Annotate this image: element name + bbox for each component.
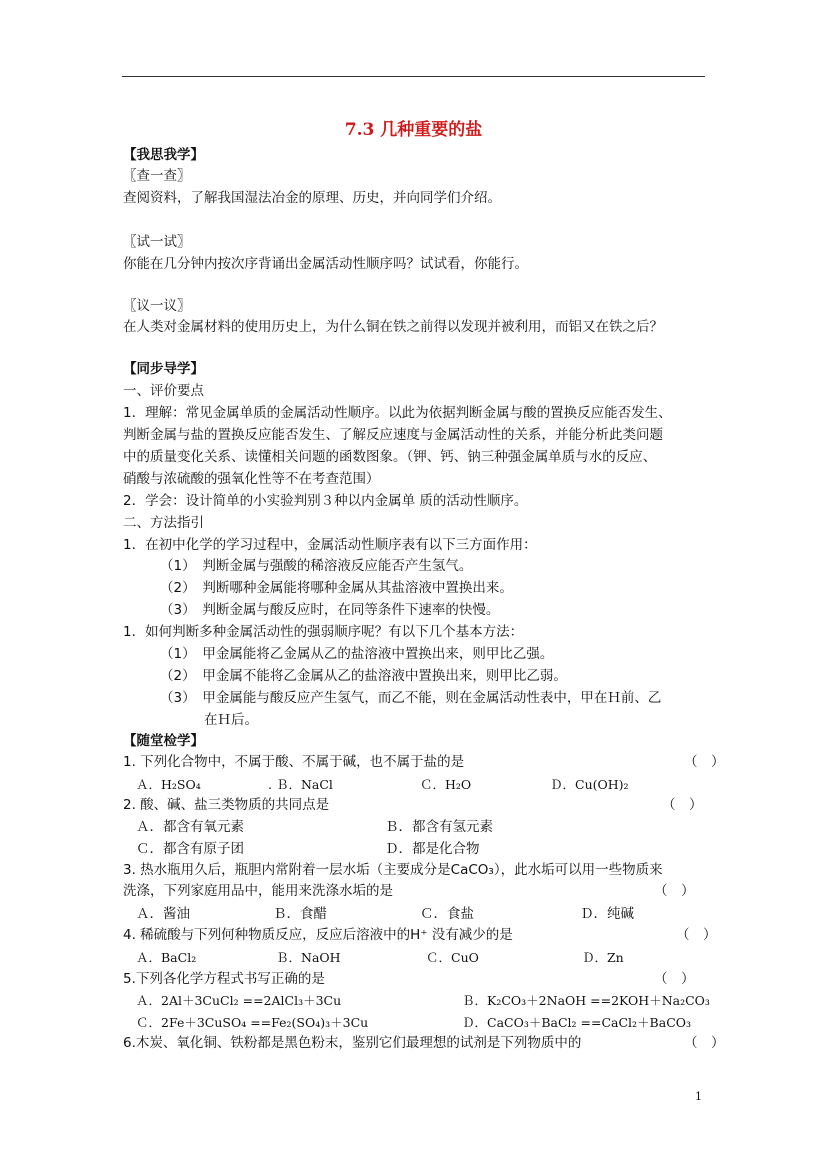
option: Ａ．2Al＋3CuCl₂ ==2AlCl₃＋3Cu: [136, 993, 342, 1008]
option: Ａ．都含有氧元素: [136, 819, 244, 835]
list-item: （3） 判断金属与酸反应时，在同等条件下速率的快慢。: [160, 602, 500, 618]
option: Ａ．BaCl₂: [136, 950, 197, 965]
subheading: 一、评价要点: [123, 383, 204, 399]
answer-blank: （ ）: [662, 797, 703, 813]
question: 5.下列各化学方程式书写正确的是: [123, 971, 325, 987]
header-rule: [122, 76, 705, 77]
answer-blank: （ ）: [684, 1035, 725, 1051]
paragraph: 1．理解：常见金属单质的金属活动性顺序。以此为依据判断金属与酸的置换反应能否发生、: [123, 405, 672, 421]
section-heading: 【随堂检学】: [123, 733, 204, 749]
option: Ｃ．食盐: [420, 906, 474, 922]
option: Ｃ．CuO: [426, 950, 479, 965]
option: Ｄ．都是化合物: [385, 841, 480, 857]
list-item: （1） 甲金属能将乙金属从乙的盐溶液中置换出来，则甲比乙强。: [160, 646, 554, 662]
paragraph: 1．如何判断多种金属活动性的强弱顺序呢？有以下几个基本方法：: [123, 624, 524, 640]
list-item: （2） 甲金属不能将乙金属从乙的盐溶液中置换出来，则甲比乙弱。: [160, 668, 567, 684]
question: 洗涤，下列家庭用品中，能用来洗涤水垢的是: [123, 883, 393, 899]
option: Ｄ．Zn: [582, 950, 624, 965]
section-heading: 【同步导学】: [123, 361, 204, 377]
answer-blank: （ ）: [654, 971, 695, 987]
paragraph: 1．在初中化学的学习过程中，金属活动性顺序表有以下三方面作用：: [123, 537, 537, 553]
subheading: 〖议一议〗: [123, 298, 191, 314]
paragraph: 中的质量变化关系、读懂相关问题的函数图象。（钾、钙、钠三种强金属单质与水的反应、: [123, 449, 657, 465]
paragraph: 查阅资料，了解我国湿法冶金的原理、历史，并向同学们介绍。: [123, 190, 501, 206]
page-title: 7.3 几种重要的盐: [344, 120, 483, 140]
page-number: 1: [695, 1090, 702, 1103]
paragraph: 在人类对金属材料的使用历史上，为什么铜在铁之前得以发现并被利用，而铝又在铁之后？: [123, 319, 663, 335]
option: Ａ．H₂SO₄: [136, 777, 201, 792]
question: 4. 稀硫酸与下列何种物质反应，反应后溶液中的H⁺ 没有减少的是: [123, 927, 513, 943]
option: Ｃ．都含有原子团: [136, 841, 244, 857]
option: Ｂ．NaOH: [276, 950, 341, 965]
list-item: （3） 甲金属能与酸反应产生氢气，而乙不能，则在金属活动性表中，甲在Ｈ前、乙: [160, 690, 662, 706]
subheading: 〖试一试〗: [123, 234, 191, 250]
list-item: 在Ｈ后。: [204, 712, 258, 728]
question: 6.木炭、氧化铜、铁粉都是黑色粉末，鉴别它们最理想的试剂是下列物质中的: [123, 1035, 582, 1051]
paragraph: 2．学会：设计简单的小实验判别３种以内金属单 质的活动性顺序。: [123, 493, 528, 509]
option: Ｂ．都含有氢元素: [385, 819, 493, 835]
question: 2. 酸、碱、盐三类物质的共同点是: [123, 797, 330, 813]
paragraph: 你能在几分钟内按次序背诵出金属活动性顺序吗？试试看，你能行。: [123, 256, 528, 272]
section-heading: 【我思我学】: [123, 147, 204, 163]
answer-blank: （ ）: [684, 754, 725, 770]
list-item: （1） 判断金属与强酸的稀溶液反应能否产生氢气。: [160, 558, 473, 574]
option: Ｃ．H₂O: [420, 777, 472, 792]
answer-blank: （ ）: [676, 927, 717, 943]
paragraph: 判断金属与盐的置换反应能否发生、了解反应速度与金属活动性的关系，并能分析此类问题: [123, 427, 663, 443]
question: 3. 热水瓶用久后，瓶胆内常附着一层水垢（主要成分是CaCO₃），此水垢可以用一些物质来: [123, 862, 663, 878]
option: Ｄ．CaCO₃＋BaCl₂ ==CaCl₂＋BaCO₃: [462, 1015, 692, 1030]
option: . Ｂ．NaCl: [268, 777, 333, 792]
paragraph: 硝酸与浓硫酸的强氧化性等不在考查范围）: [123, 471, 380, 487]
subheading: 〖查一查〗: [123, 168, 191, 184]
option: Ｄ．纯碱: [580, 906, 634, 922]
option: Ａ．酱油: [136, 906, 190, 922]
list-item: （2） 判断哪种金属能将哪种金属从其盐溶液中置换出来。: [160, 580, 513, 596]
question: 1. 下列化合物中，不属于酸、不属于碱，也不属于盐的是: [123, 754, 465, 770]
option: Ｂ．K₂CO₃＋2NaOH ==2KOH＋Na₂CO₃: [462, 993, 710, 1008]
option: Ｂ．食醋: [273, 906, 327, 922]
option: Ｃ．2Fe＋3CuSO₄ ==Fe₂(SO₄)₃＋3Cu: [136, 1015, 369, 1030]
subheading: 二、方法指引: [123, 515, 204, 531]
answer-blank: （ ）: [654, 883, 695, 899]
option: Ｄ．Cu(OH)₂: [550, 777, 629, 792]
